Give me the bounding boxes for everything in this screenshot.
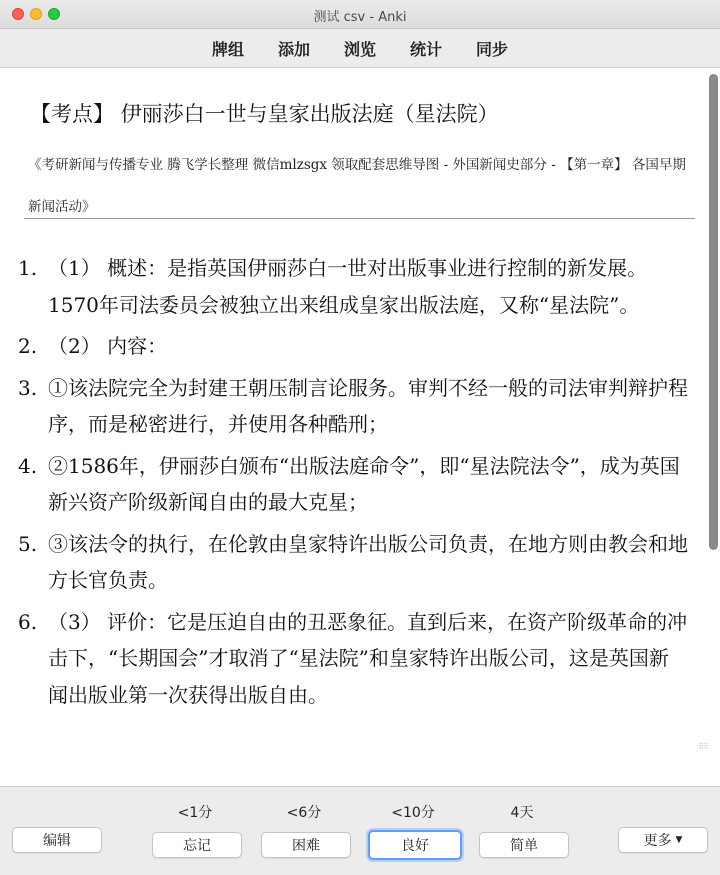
list-item <box>18 328 688 365</box>
good-interval: <10分 <box>391 805 435 821</box>
window-title: 测试 csv - Anki <box>313 10 407 25</box>
main-toolbar <box>0 29 720 68</box>
toolbar-sync[interactable]: 同步 <box>476 39 509 59</box>
toolbar-stats[interactable]: 统计 <box>410 39 443 59</box>
list-item-number: 5. <box>18 531 38 556</box>
card-content[interactable] <box>0 68 720 786</box>
toolbar-browse[interactable]: 浏览 <box>343 39 376 59</box>
again-interval: <1分 <box>177 805 213 821</box>
edit-button[interactable]: 编辑 <box>12 827 102 853</box>
title-bar[interactable] <box>0 0 720 29</box>
hard-button[interactable]: 困难 <box>261 832 351 858</box>
hard-interval: <6分 <box>286 805 322 821</box>
card-source: 《考研新闻与传播专业 腾飞学长整理 微信mlzsgx 领取配套思维导图 - 外国新闻史部分 - 【第一章】 各国早期新闻活动》 <box>28 157 686 215</box>
list-item <box>18 250 688 323</box>
toolbar-decks[interactable]: 牌组 <box>211 39 244 59</box>
easy-interval: 4天 <box>510 805 534 821</box>
more-button[interactable] <box>618 827 708 853</box>
list-item <box>18 604 688 714</box>
toolbar-add[interactable]: 添加 <box>277 39 310 59</box>
scrollbar-thumb[interactable] <box>709 74 718 550</box>
review-bottom-bar <box>0 786 720 875</box>
grip-icon: ⠿⠿ <box>698 742 708 751</box>
chevron-down-icon: ▼ <box>675 835 683 845</box>
good-button[interactable]: 良好 <box>368 830 462 860</box>
divider <box>24 218 695 219</box>
list-item-number: 4. <box>18 453 38 478</box>
list-item-text: （3） 评价：它是压迫自由的丑恶象征。直到后来，在资产阶级革命的冲击下，“长期国会”才取消了“星法院”和皇家特许出版公司，这是英国新闻出版业第一次获得出版自由。 <box>48 609 688 707</box>
list-item-text: ②1586年，伊丽莎白颁布“出版法庭命令”，即“星法院法令”，成为英国新兴资产阶级新闻自由的最大克星； <box>48 453 680 514</box>
list-item-number: 6. <box>18 609 38 634</box>
card-heading: 【考点】 伊丽莎白一世与皇家出版法庭（星法院） <box>30 102 499 126</box>
list-item-number: 2. <box>18 334 38 358</box>
list-item-number: 1. <box>18 256 38 280</box>
easy-button[interactable]: 简单 <box>479 832 569 858</box>
again-button[interactable]: 忘记 <box>152 832 242 858</box>
list-item-text: ③该法令的执行，在伦敦由皇家特许出版公司负责，在地方则由教会和地方长官负责。 <box>48 531 688 592</box>
list-item-text: ①该法院完全为封建王朝压制言论服务。审判不经一般的司法审判辩护程序，而是秘密进行，并使用各种酷刑； <box>48 375 688 436</box>
card-answer-list <box>18 250 688 718</box>
scrollbar-track[interactable] <box>706 68 720 786</box>
list-item <box>18 526 688 599</box>
list-item-text: （1） 概述：是指英国伊丽莎白一世对出版事业进行控制的新发展。1570年司法委员会被独立出来组成皇家出版法庭，又称“星法院”。 <box>48 256 648 317</box>
list-item <box>18 448 688 521</box>
list-item-text: （2） 内容： <box>48 334 168 358</box>
list-item <box>18 370 688 443</box>
list-item-number: 3. <box>18 375 38 400</box>
more-button-label: 更多 <box>643 833 672 849</box>
